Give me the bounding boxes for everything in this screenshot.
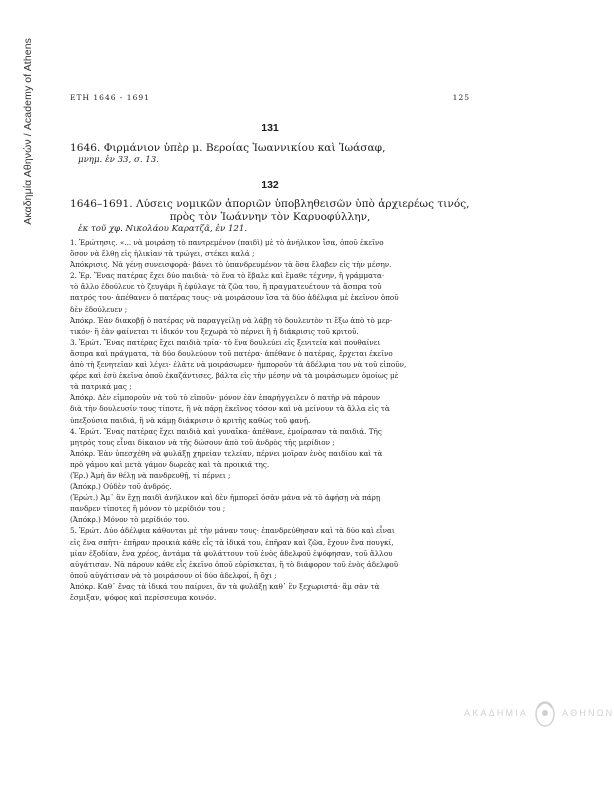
body-line: ὑπεξούσια παιδιά, ἢ νὰ κάμῃ διάκρισιν ὁ κριτὴς καθὼς τοῦ φανῇ.	[70, 415, 311, 425]
body-line: Ἀπόκρ. Ἐὰν ὑπεσχέθη νὰ φυλάξῃ χηρείαν τελείαν, πέρνει μοῖραν ἑνὸς παιδίου καὶ τὰ	[70, 448, 383, 458]
entry-131-title: 1646. Φιρμάνιον ὑπὲρ μ. Βεροίας Ἰωαννικίου καὶ Ἰωάσαφ,	[70, 142, 386, 154]
body-line: ἀπὸ τὴ ξενητεῖαν καὶ λέγει· ἐλᾶτε νὰ μοιράσωμεν· ἠμποροῦν τὰ ἀδέλφια του νὰ τοῦ εἰποῦν,	[70, 360, 407, 370]
body-line: (Ἐρώτ.) Ἀμ᾽ ἂν ἔχῃ παιδὶ ἀνήλικον καὶ δὲν ἠμπορεῖ ὁσὰν μάνα νὰ τὸ ἀφήσῃ νὰ πάρῃ	[70, 493, 381, 503]
athena-head-icon	[532, 698, 558, 728]
body-line: ἄσπρα καὶ πράγματα, τὰ δύο δουλεύουν τοῦ πατέρα· ἀπέθανε ὁ πατέρας, ἔρχεται ἐκεῖνο	[70, 348, 393, 358]
body-line: Ἀπόκρ. Δὲν εἰμποροῦν νὰ τοῦ τὸ εἰποῦν· μόνον ἐὰν ἐπαρήγγειλεν ὁ πατὴρ νὰ πάρουν	[70, 393, 381, 403]
body-line: 3. Ἐρώτ. Ἕνας πατέρας ἔχει παιδιὰ τρία· τὸ ἕνα δουλεύει εἰς ξενιτεία καὶ πουθαίνει	[70, 337, 381, 347]
body-line: τὰ πατρικά μας ;	[70, 382, 132, 392]
running-head-left: ΕΤΗ 1646 - 1691	[70, 93, 150, 102]
body-line: αὐγάτισαν. Νὰ πάρουν κάθε εἷς ἐκεῖνο ὁποῦ εὑρίσκεται, ἢ τὸ διάφορον τοῦ ἑνὸς ἀδελφοῦ	[70, 559, 399, 569]
page-content	[70, 93, 470, 603]
section-number-132: 132	[261, 179, 279, 191]
body-line: τὸ ἄλλο ἐδούλευε τὸ ζευγάρι ἢ ἐφύλαγε τὰ ζῶα του, ἢ πραγματευέτουν τὰ ἄσπρα τοῦ	[70, 282, 382, 292]
page-number: 125	[452, 93, 470, 102]
watermark-left-text: ΑΚΑΔΗΜΙΑ	[464, 708, 529, 718]
side-label: Ακαδημία Αθηνών / Academy of Athens	[22, 38, 34, 225]
body-line: ὅσον νὰ ἔλθῃ εἰς ἡλικίαν τὰ τρώγει, στέκει καλά ;	[70, 249, 255, 259]
body-line: μίαν ἐξοδίαν, ἕνα χρέος, ἀντάμα τὰ φυλάττουν τοῦ ἑνὸς ἀδελφοῦ ἐψόφησαν, τοῦ ἄλλου	[70, 548, 393, 558]
body-line: διὰ τὴν δουλευσίν τους τίποτε, ἢ νὰ πάρῃ ἐκεῖνος τόσον καὶ νὰ μείνουν τὰ ἄλλα εἰς τὰ	[70, 404, 390, 414]
body-line: 4. Ἐρώτ. Ἕνας πατέρας ἔχει παιδιὰ καὶ γυναῖκα· ἀπέθανε, ἐμοίρασαν τὰ παιδιά. Τῆς	[70, 426, 382, 436]
body-line: μητρός τους εἶναι δίκαιον νὰ τῆς δώσουν ἀπὸ τοῦ ἀνδρὸς τῆς μερίδιον ;	[70, 437, 335, 447]
body-line: πρὸ γάμου καὶ μετὰ γάμον δωρεὰς καὶ τὰ προικιά της.	[70, 459, 270, 469]
body-line: Ἀπόκρισις. Νὰ γένῃ συνεισφορὰ· βάνει τὸ ὑπανδρευμένον τὰ ὅσα ἔλαβεν εἰς τὴν μέσην.	[70, 260, 392, 270]
running-head	[70, 93, 470, 102]
body-line: ἔσμιξαν, ψόφος καὶ περίσσευμα κοινόν.	[70, 593, 217, 602]
body-line: εἰς ἕνα σπῆτι· ἐπῆραν προικιὰ κάθε εἷς τὰ ἰδικά του, ἐπῆραν καὶ ζῶα, ἔχουν ἕνα πουγκί,	[70, 537, 394, 547]
body-line: φέρε καὶ ἐσὺ ἐκεῖνα ὁποῦ ἐκαζάντισες, βάλτα εἰς τὴν μέσην νὰ τὰ μοιράσωμεν ὁμοίως μὲ	[70, 371, 399, 381]
academy-watermark	[464, 698, 614, 728]
body-line: πανδρεν τίποτες ἢ μόνον τὸ μερίδιόν του ;	[70, 504, 226, 514]
section-number-131: 131	[261, 122, 279, 134]
entry-132-body	[70, 237, 470, 603]
body-line: (Ἐρ.) Ἀμὴ ἂν θέλῃ νὰ πανδρευθῇ, τί πέρνει ;	[70, 470, 231, 480]
body-line: (Ἀπόκρ.) Οὐδὲν τοῦ ἀνδρός.	[70, 482, 172, 492]
body-line: δὲν ἐδούλευεν ;	[70, 304, 128, 314]
body-line: (Ἀπόκρ.) Μόνον τὸ μερίδιόν του.	[70, 515, 190, 525]
body-line: τικόν· ἢ ἐὰν φαίνεται τι ἰδικόν του ξεχωρὰ τὸ πέρνει ἢ ἡ διάκρισις τοῦ κριτοῦ.	[70, 326, 359, 336]
watermark-right-text: ΑΘΗΝΩΝ	[562, 708, 614, 718]
entry-132-title-1: 1646–1691. Λύσεις νομικῶν ἀποριῶν ὑποβληθεισῶν ὑπὸ ἀρχιερέως τινός,	[70, 198, 470, 210]
entry-132-source: ἐκ τοῦ χφ. Νικολάου Καρατζᾶ, ἐν 121.	[78, 224, 248, 234]
body-line: ὁποῦ αὐγάτισαν νὰ τὸ μοιράσουν οἱ δύο ἀδελφοί, ἢ ὄχι ;	[70, 570, 277, 580]
entry-132-title-2: πρὸς τὸν Ἰωάννην τὸν Καρυοφύλλην,	[169, 211, 371, 223]
entry-131-subtitle: μνημ. ἐν 33, σ. 13.	[78, 155, 159, 165]
body-line: Ἀπόκρ. Καθ᾽ ἕνας τὰ ἰδικά του παίρνει, ἂν τὰ φυλάξῃ καθ᾽ ἓν ξεχωριστά· ἂμ σὰν τὰ	[70, 581, 380, 591]
body-line: Ἀπόκρ. Ἐὰν διακοβῇ ὁ πατέρας νὰ παραγγείλῃ νὰ λάβῃ τὸ δουλευτὸν τι ἔξω ἀπὸ τὸ μερ-	[70, 315, 393, 325]
body-line: 1. Ἐρώτησις. «... νὰ μοιράσῃ τὸ παντρεμένον (παιδὶ) μὲ τὸ ἀνήλικον ἴσα, ὁποῦ ἐκεῖνο	[70, 238, 384, 247]
body-line: 2. Ἐρ. Ἕνας πατέρας ἔχει δύο παιδιὰ· τὸ ἕνα τὸ ἔβαλε καὶ ἔμαθε τέχνην, ἢ γράμματα·	[70, 271, 385, 281]
body-line: πατρός του· ἀπέθανεν ὁ πατέρας τους· νὰ μοιράσουν ἴσα τὰ δύο ἀδέλφια μὲ ἐκεῖνον ὁποῦ	[70, 293, 399, 303]
body-line: 5. Ἐρώτ. Δύο ἀδέλφια κάθονται μὲ τὴν μάναν τους· ἐπανδρεύθησαν καὶ τὰ δύο καὶ εἶναι	[70, 526, 395, 536]
